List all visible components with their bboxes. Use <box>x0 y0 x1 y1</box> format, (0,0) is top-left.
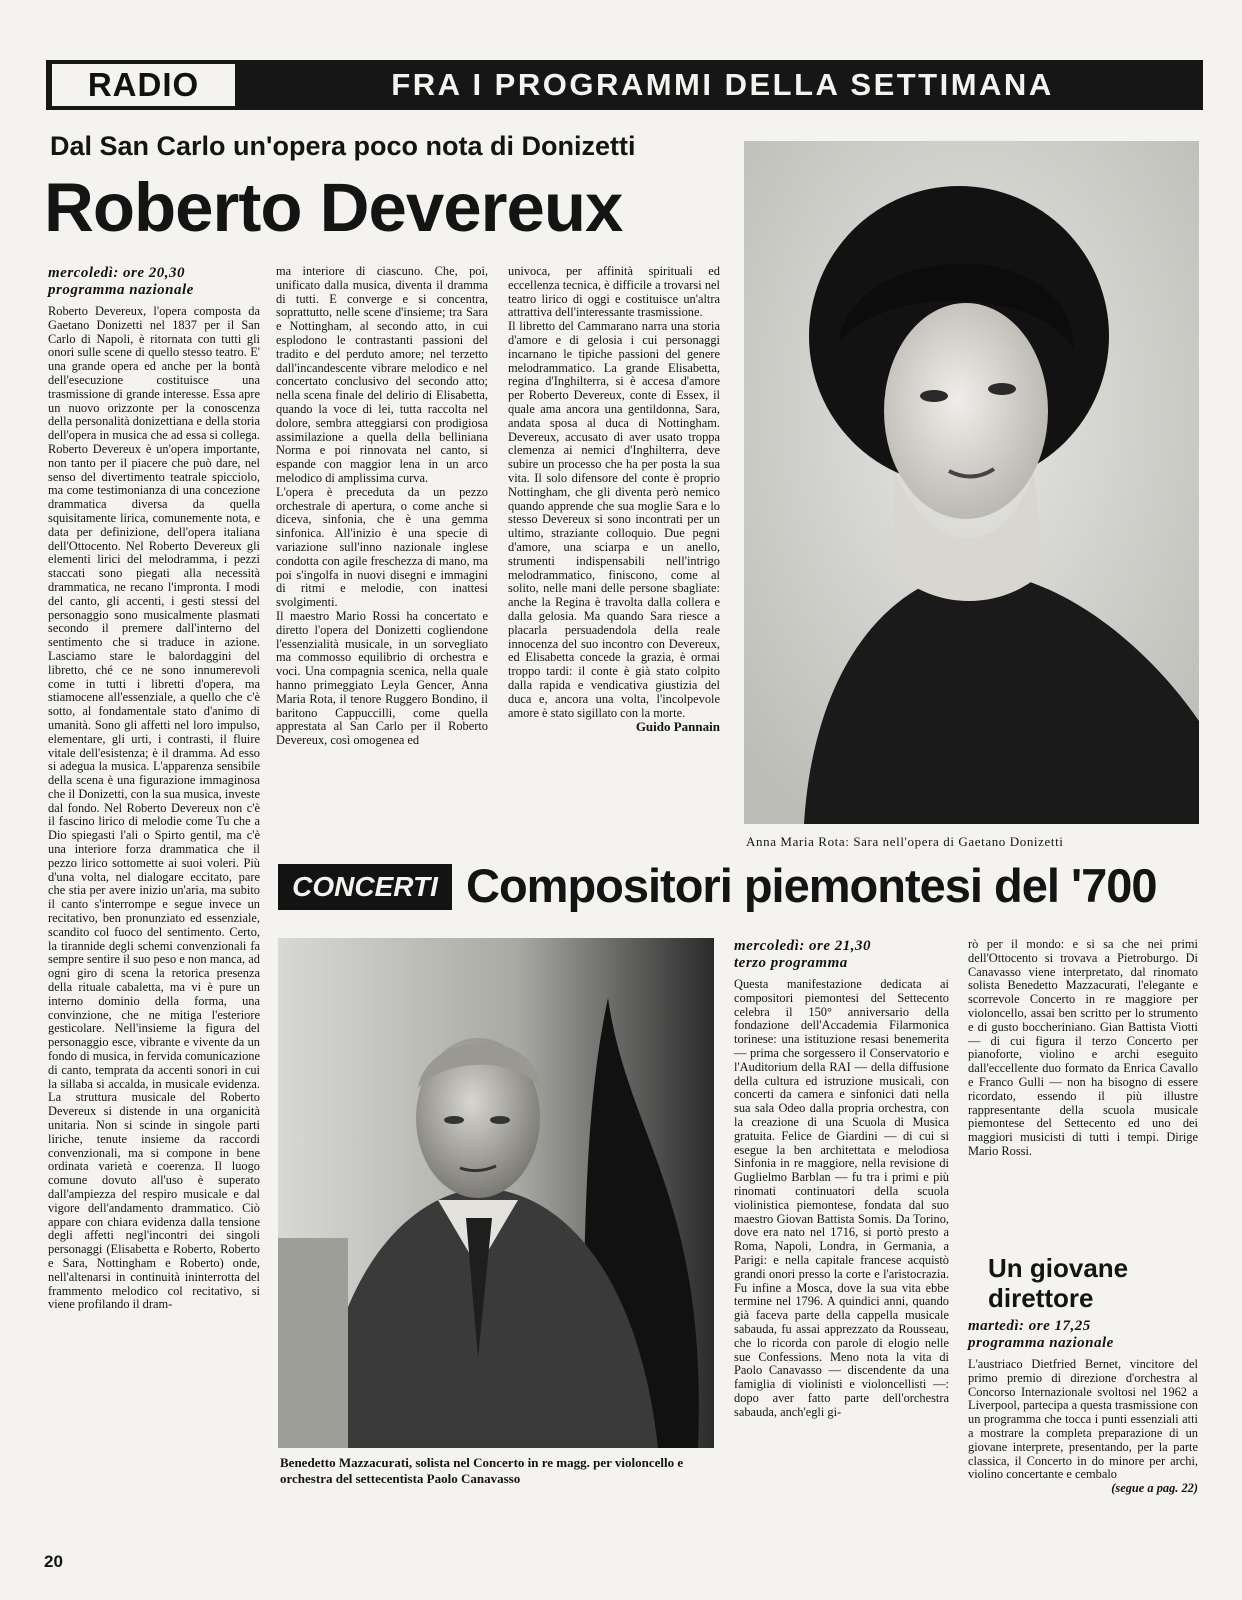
continued-note: (segue a pag. 22) <box>1111 1481 1198 1496</box>
schedule-channel: programma nazionale <box>48 282 194 298</box>
article-headline: Roberto Devereux <box>44 169 623 246</box>
article1-column-1 <box>48 265 260 1312</box>
author-signature: Guido Pannain <box>635 719 720 735</box>
article2-column-1 <box>734 938 949 1420</box>
section-label: RADIO <box>87 66 200 103</box>
cellist-caption: Benedetto Mazzacurati, solista nel Concerto in re magg. per violoncello e orchestra del settecentista Paolo Canavasso <box>280 1455 684 1486</box>
body-text: Il libretto del Cammarano narra una storia d'amore e di gelosia i cui personaggi incarnano le tipiche passioni del genere melodrammatico. La grande Elisabetta, regina d'Inghilterra, si è accesa d'amore per Roberto Devereux, conte di Essex, il quale ama ancora una gentildonna, Sara, andata sposa al duca di Nottingham. Devereux, accusato di aver usato troppa clemenza ai nemici d'Inghilterra, deve subire un processo che ha per posta la sua vita. Il solo difensore del conte è proprio Nottingham, che gli diventa però nemico quando apprende che sua moglie Sara e lo stesso Devereux si sono incontrati per un ultimo, straziante colloquio. Due pegni d'amore, una sciarpa e un anello, strumenti indispensabili nell'intrigo melodrammatico, finiscono, come al solito, nelle mani delle persone sbagliate: anche la Regina è travolta dalla collera e dalla gelosia. Ma quando Sara riesce a placarla persuadendola della reale innocenza del suo incontro con Devereux, ed Elisabetta concede la grazia, è ormai troppo tardi: il conte è già stato colpito dalla rapida e vendicativa giustizia del duca e, ancora una volta, l'incolpevole amore è stato sigillato con la morte. <box>508 319 720 720</box>
body-text: Questa manifestazione dedicata ai compositori piemontesi del Settecento celebra il 150° anniversario della fondazione dell'Accademia Filarmonica torinese: una istituzione resasi benemerita — prima che sorgessero il Conservatorio e l'Auditorium della RAI — della diffusione della cultura ed istruzione musicali, con concerti da camera e sinfonici dati nella sua sala Odeo dalla propria orchestra, con la creazione di una Scuola di Musica gratuita. Felice de Giardini — di cui si esegue la ben architettata e melodiosa Sinfonia in re maggiore, nella revisione di Guglielmo Barblan — fu tra i primi e più rinomati continuatori della scuola violinistica piemontese, fondata dal suo maestro Giovan Battista Somis. Da Torino, dove era nato nel 1716, si portò presto a Roma, Napoli, Londra, in Germania, a Parigi: e nella capitale francese acquistò grandi onori presso la corte e l'aristocrazia. Fu infine a Mosca, dove la sua vita ebbe termine nel 1796. A quindici anni, quando già faceva parte della cappella musicale sabauda, fu assai apprezzato da Rousseau, che lo ricorda con parole di elogio nelle sue Confessions. Meno nota la vita di Paolo Canavasso — discendente da una famiglia di violinisti e violoncellisti —: dopo aver fatto parte dell'orchestra sabauda, anch'egli gi- <box>734 977 949 1419</box>
schedule-time: mercoledì: ore 21,30 <box>734 938 872 954</box>
article1-column-3 <box>508 265 720 734</box>
cellist-photo <box>278 938 714 1448</box>
article-headline: Compositori piemontesi del '700 <box>466 859 1157 912</box>
portrait-photo <box>744 141 1199 824</box>
schedule <box>48 265 260 299</box>
headline-line: Un giovane <box>988 1253 1129 1283</box>
banner-title: FRA I PROGRAMMI DELLA SETTIMANA <box>391 67 1054 102</box>
article3-column <box>968 1318 1198 1496</box>
page-number: 20 <box>44 1552 63 1571</box>
schedule-channel: programma nazionale <box>968 1335 1114 1351</box>
article2-column-2 <box>968 938 1198 1159</box>
cellist-illustration <box>278 938 714 1448</box>
portrait-caption: Anna Maria Rota: Sara nell'opera di Gaetano Donizetti <box>746 834 1064 849</box>
portrait-illustration <box>744 141 1199 824</box>
article-kicker: Dal San Carlo un'opera poco nota di Donizetti <box>50 131 636 161</box>
body-text: univoca, per affinità spirituali ed eccellenza tecnica, è difficile a trovarsi nel teatro lirico di oggi e costituisce un'altra attrattiva dell'interessante trasmissione. <box>508 264 720 320</box>
schedule-time: martedì: ore 17,25 <box>968 1318 1091 1334</box>
body-text: L'austriaco Dietfried Bernet, vincitore del primo premio di direzione d'orchestra al Concorso Internazionale svoltosi nel 1962 a Liverpool, partecipa a questa trasmissione con un programma che tocca i punti essenziali atti a mostrare la completa preparazione di un giovane interprete, presentando, per la parte classica, il Concerto in do minore per archi, violino concertante e cembalo <box>968 1357 1198 1482</box>
body-text: rò per il mondo: e si sa che nei primi dell'Ottocento si trovava a Pietroburgo. Di Canavasso viene interpretato, dal rinomato solista Benedetto Mazzacurati, l'elegante e scorrevole Concerto in re maggiore per violoncello, assai ben scritto per lo strumento e di gusto boccheriniano. Gian Battista Viotti — di cui figura il terzo Concerto per pianoforte, violino e archi eseguito dall'eccellente duo formato da Enrica Cavallo e Franco Gulli — non ha bisogno di essere ricordato, essendo il più illustre rappresentante della scuola musicale piemontese del Settecento ed uno dei maggiori musicisti di tutti i tempi. Dirige Mario Rossi. <box>968 937 1198 1158</box>
body-text: ma interiore di ciascuno. Che, poi, unificato dalla musica, diventa il dramma di tutti. E converge e si concentra, soprattutto, nelle scene d'insieme; tra Sara e Nottingham, al secondo atto, in cui esplodono le contrastanti passioni del tradito e del perduto amore; nel terzetto dall'incandescente vibrare melodico e nel concertato conclusivo del secondo atto; nella scena finale del delirio di Elisabetta, quando la voce di lei, tutta raccolta nel dolore, sembra atteggiarsi con prodigiosa assimilazione a quella della belliniana Norma e poi rinnovata nel canto, si espande con maggior lena in un arco melodico di amplissima curva. <box>276 264 488 485</box>
article1-column-2 <box>276 265 488 748</box>
schedule <box>734 938 949 972</box>
body-text: Roberto Devereux, l'opera composta da Gaetano Donizetti nel 1837 per il San Carlo di Napoli, è ritornata con tutti gli onori sulle scene di quello stesso teatro. E' una grande opera ed anche per la bontà dell'esecuzione costituisce una trasmissione di grande interesse. Essa apre un nuovo orizzonte per la conoscenza della personalità donizettiana e della storia dell'opera in musica che ad essa si collega. Roberto Devereux è un'opera importante, non tanto per il piacere che può dare, nel senso del divertimento teatrale spicciolo, ma come testimonianza di una concezione drammatica diversa da quella squisitamente lirica, comunemente nota, e data per definizione, dell'opera italiana dell'Ottocento. Nel Roberto Devereux gli elementi lirici del melodramma, i pezzi staccati sono piegati alla necessità drammatica, ne recano l'impronta. I modi del canto, gli accenti, i gesti stessi del personaggio sono musicalmente plasmati secondo il premere dall'interno del sentimento che si traduce in azione. Lasciamo stare le balordaggini del libretto, ché ce ne sono innumerevoli come in tutti i libretti d'opera, ma stiamocene all'essenziale, a quello che c'è sotto, al fondamentale stato d'animo di umanità. Sono gli affetti nel loro impulso, elementare, gli urti, i contrasti, il fluire vitale dell'esistenza; è il dramma. Ad esso si adegua la musica. L'apparenza sensibile della scena è una figurazione immaginosa che il Donizetti, con la sua musica, investe dal fondo. Nel Roberto Devereux non c'è il fascino lirico di melodie come Tu che a Dio spiegasti l'ali o Spirto gentil, ma c'è una interiore forza drammatica che il pezzo lirico sottomette ai suoi voleri. Più d'una volta, nel dialogare eccitato, pare che stia per avere inizio un'aria, ma subito il canto s'interrompe e segue invece un recitativo, ben pronunziato ed essenziale, scandito col fuoco del sentimento. Certo, la tirannide degli schemi convenzionali fa sempre sentire il suo peso e non manca, ad ogni giro di scena la retorica presenza della rituale cabaletta, ma vi è pure un interno dominio della forma, una convinzione, che ne mitiga l'esteriore gesticolare. Nell'insieme la figura del personaggio esce, vibrante e vivente da un fondo di musica, in fervida comunicazione di canto, temprata da accenti sonori in cui la sillaba si accalda, in musicale evidenza. La struttura musicale del Roberto Devereux si distende in una organicità unitaria. Non si scinde in singole parti liriche, tenute insieme da raccordi convenzionali, ma si compone in bene ordinata varietà e coerenza. Il luogo comune dovuto all'uso è superato dall'ampiezza del respiro musicale e dal vigore dell'andamento drammatico. Ciò appare con chiara evidenza dalla tensione degli affetti negl'incontri dei singoli personaggi (Elisabetta e Roberto, Roberto e Sara, Nottingham e Roberto) onde, nell'altenarsi in continuità ininterrotta del frammento melodico col recitativo, si viene profilando il dram- <box>48 304 260 1312</box>
schedule <box>968 1318 1198 1352</box>
section-tag: CONCERTI <box>278 864 452 910</box>
schedule-time: mercoledì: ore 20,30 <box>48 265 186 281</box>
body-text: Il maestro Mario Rossi ha concertato e diretto l'opera del Donizetti cogliendone l'essenzialità musicale, in un sorvegliato ma commosso equilibrio di orchestra e voci. Una compagnia scenica, nella quale hanno primeggiato Leyla Gencer, Anna Maria Rota, il tenore Ruggero Bondino, il baritono Cappuccilli, come quella apprestata al San Carlo per il Roberto Devereux, così omogenea ed <box>276 608 488 748</box>
schedule-channel: terzo programma <box>734 955 848 971</box>
article-headline <box>988 1253 1198 1313</box>
headline-line: direttore <box>988 1283 1094 1313</box>
body-text: L'opera è preceduta da un pezzo orchestrale di apertura, o come anche si diceva, sinfonia, che è una gemma sinfonica. All'inizio è una specie di variazione sull'inno nazionale inglese condotta con agile freschezza di mano, ma poi s'ingolfa in nuovi disegni e immagini di ritmi e melodie, con inattesi svolgimenti. <box>276 484 488 610</box>
